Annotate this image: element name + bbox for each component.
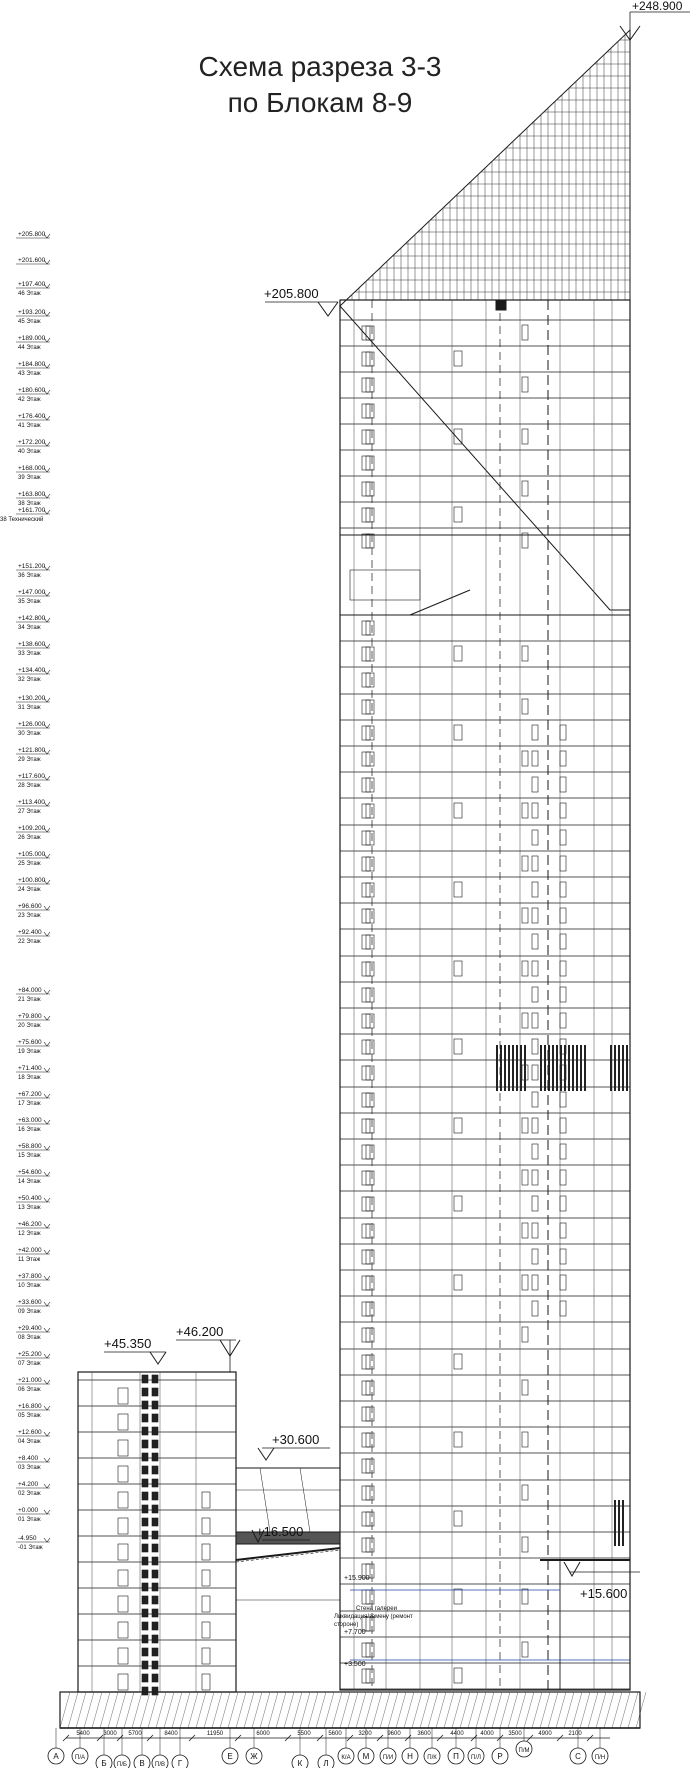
level-mark-text: +75.600	[18, 1039, 42, 1046]
level-label	[16, 1091, 50, 1107]
level-floor-text: 38 Технический	[0, 517, 44, 523]
level-mark-text: +21.000	[18, 1377, 42, 1384]
level-mark-text: +184.800	[18, 361, 46, 368]
axis-marker-label: П/Б	[117, 1762, 127, 1768]
level-mark-text: +54.600	[18, 1169, 42, 1176]
low-block	[78, 1372, 236, 1695]
level-mark-text: +37.800	[18, 1273, 42, 1280]
dimension-value: 6000	[256, 1731, 270, 1737]
level-mark-text: +168.000	[18, 465, 46, 472]
level-label	[16, 903, 50, 919]
level-floor-text: 11 Этаж	[18, 1257, 41, 1263]
level-mark-text: +42.000	[18, 1247, 42, 1254]
level-label	[16, 1351, 50, 1367]
level-label	[16, 1143, 50, 1159]
dimension-value: 8400	[164, 1731, 178, 1737]
dimension-value: 4900	[538, 1731, 552, 1737]
level-label	[16, 1507, 50, 1523]
level-floor-text: 22 Этаж	[18, 939, 41, 945]
level-label	[16, 1325, 50, 1341]
axis-marker-label: П	[453, 1752, 459, 1761]
level-floor-text: 01 Этаж	[18, 1517, 41, 1523]
level-label	[16, 773, 50, 789]
level-floor-text: 42 Этаж	[18, 397, 41, 403]
level-floor-text: 02 Этаж	[18, 1491, 41, 1497]
level-label	[16, 695, 50, 711]
level-floor-text: 08 Этаж	[18, 1335, 41, 1341]
level-mark-text: +96.600	[18, 903, 42, 910]
level-mark-text: +161.700	[18, 507, 46, 514]
axis-marker-label: В	[139, 1759, 145, 1768]
level-floor-text: -01 Этаж	[18, 1545, 43, 1551]
level-label	[16, 413, 50, 429]
dimension-value: 4000	[480, 1731, 494, 1737]
level-floor-text: 26 Этаж	[18, 835, 41, 841]
elevation-callouts	[104, 0, 690, 1668]
level-label	[16, 439, 50, 455]
level-label	[16, 257, 50, 264]
level-label	[16, 1013, 50, 1029]
level-mark-text: +189.000	[18, 335, 46, 342]
level-label	[16, 335, 50, 351]
level-mark-text: -4.950	[18, 1535, 37, 1542]
axis-marker-label: Р	[497, 1752, 503, 1761]
level-label	[16, 1481, 50, 1497]
level-mark-text: +205.800	[18, 231, 46, 238]
axis-marker-label: Е	[227, 1752, 233, 1761]
level-mark-text: +63.000	[18, 1117, 42, 1124]
level-floor-text: 43 Этаж	[18, 371, 41, 377]
level-floor-text: 12 Этаж	[18, 1231, 41, 1237]
level-floor-text: 10 Этаж	[18, 1283, 41, 1289]
axis-marker-label: П/В	[155, 1762, 165, 1768]
level-label	[16, 1039, 50, 1055]
level-mark-text: +16.800	[18, 1403, 42, 1410]
dimension-value: 11950	[206, 1731, 224, 1737]
dimension-value: 9600	[387, 1731, 401, 1737]
drawing-title-line-1: Схема разреза 3-3	[198, 51, 442, 82]
level-floor-text: 18 Этаж	[18, 1075, 41, 1081]
level-mark-text: +33.600	[18, 1299, 42, 1306]
dimension-value: 3000	[103, 1731, 117, 1737]
level-label	[16, 1455, 50, 1471]
level-floor-text: 44 Этаж	[18, 345, 41, 351]
level-mark-text: +172.200	[18, 439, 46, 446]
level-mark-text: +71.400	[18, 1065, 42, 1072]
level-mark-text: +130.200	[18, 695, 46, 702]
level-label	[16, 641, 50, 657]
level-floor-text: 38 Этаж	[18, 501, 41, 507]
level-mark-text: +180.600	[18, 387, 46, 394]
level-floor-text: 09 Этаж	[18, 1309, 41, 1315]
level-floor-text: 45 Этаж	[18, 319, 41, 325]
level-mark-text: +201.600	[18, 257, 46, 264]
axis-marker-label: П/Н	[594, 1755, 606, 1761]
level-floor-text: 39 Этаж	[18, 475, 41, 481]
level-mark-text: +58.800	[18, 1143, 42, 1150]
callout-small-3: +3.500	[344, 1661, 366, 1668]
level-label	[16, 825, 50, 841]
level-mark-text: +138.600	[18, 641, 46, 648]
note-2: Ликвидация/замену (ремонт	[334, 1614, 413, 1620]
note-3: стороне)	[334, 1622, 359, 1628]
level-label	[16, 231, 50, 238]
level-label	[16, 1299, 50, 1315]
dimension-value: 5600	[328, 1731, 342, 1737]
level-floor-text: 19 Этаж	[18, 1049, 41, 1055]
axis-marker-label: Ж	[250, 1752, 258, 1761]
tower-body	[340, 300, 630, 1690]
level-floor-text: 16 Этаж	[18, 1127, 41, 1133]
axis-marker-label: Н	[407, 1752, 413, 1761]
level-floor-text: 36 Этаж	[18, 573, 41, 579]
level-label	[16, 1195, 50, 1211]
level-label	[16, 1169, 50, 1185]
level-mark-text: +142.800	[18, 615, 46, 622]
level-label	[16, 615, 50, 631]
level-floor-text: 06 Этаж	[18, 1387, 41, 1393]
level-mark-text: +50.400	[18, 1195, 42, 1202]
axis-marker-label: К/А	[341, 1755, 351, 1761]
level-floor-text: 21 Этаж	[18, 997, 41, 1003]
level-label	[16, 1247, 50, 1263]
level-label	[16, 987, 50, 1003]
level-label	[16, 465, 50, 481]
dimension-value: 3500	[508, 1731, 522, 1737]
level-label	[16, 281, 50, 297]
level-mark-text: +134.400	[18, 667, 46, 674]
level-label	[16, 1273, 50, 1289]
level-mark-text: +92.400	[18, 929, 42, 936]
level-mark-text: +84.000	[18, 987, 42, 994]
axis-marker	[492, 1728, 508, 1764]
level-mark-text: +197.400	[18, 281, 46, 288]
level-mark-text: +117.600	[18, 773, 45, 780]
level-floor-text: 33 Этаж	[18, 651, 41, 657]
level-floor-text: 14 Этаж	[18, 1179, 41, 1185]
callout-low-b: +46.200	[176, 1324, 224, 1339]
level-mark-text: +79.800	[18, 1013, 42, 1020]
level-label	[16, 361, 50, 377]
axis-marker	[592, 1728, 608, 1764]
level-mark-text: +46.200	[18, 1221, 42, 1228]
level-label	[16, 1429, 50, 1445]
level-label	[16, 667, 50, 683]
bridge-gallery	[236, 1468, 630, 1692]
level-mark-text: +4.200	[18, 1481, 39, 1488]
level-label	[16, 491, 50, 507]
level-floor-text: 04 Этаж	[18, 1439, 41, 1445]
level-label-column	[0, 231, 50, 1551]
axis-marker-label: М	[362, 1752, 370, 1761]
axis-marker-label: П/Л	[471, 1755, 481, 1761]
axis-marker-label: К	[297, 1759, 303, 1768]
level-label	[16, 563, 50, 579]
axis-marker-label: Г	[177, 1759, 183, 1768]
callout-small-2: +7.700	[344, 1629, 366, 1636]
axis-marker	[402, 1728, 418, 1764]
axis-marker-label: С	[575, 1752, 581, 1761]
level-floor-text: 32 Этаж	[18, 677, 41, 683]
dimension-value: 2100	[568, 1731, 582, 1737]
level-floor-text: 34 Этаж	[18, 625, 41, 631]
callout-right: +15.600	[580, 1586, 628, 1601]
level-label	[16, 1221, 50, 1237]
dimension-line	[63, 1731, 610, 1741]
axis-marker	[222, 1728, 238, 1764]
level-floor-text: 07 Этаж	[18, 1361, 41, 1367]
dimension-value: 3600	[417, 1731, 431, 1737]
level-label	[16, 1535, 50, 1551]
level-floor-text: 30 Этаж	[18, 731, 41, 737]
level-label	[16, 721, 50, 737]
level-mark-text: +8.400	[18, 1455, 39, 1462]
axis-marker-label: П/А	[75, 1755, 85, 1761]
level-label	[16, 309, 50, 325]
axis-marker-label: Б	[101, 1759, 107, 1768]
level-floor-text: 15 Этаж	[18, 1153, 41, 1159]
level-floor-text: 31 Этаж	[18, 705, 41, 711]
level-label	[16, 589, 50, 605]
level-floor-text: 13 Этаж	[18, 1205, 41, 1211]
level-floor-text: 05 Этаж	[18, 1413, 41, 1419]
level-mark-text: +25.200	[18, 1351, 42, 1358]
level-mark-text: +163.800	[18, 491, 46, 498]
axis-marker-label: П/И	[382, 1755, 394, 1761]
level-mark-text: +113.400	[18, 799, 45, 806]
axis-marker-label: А	[53, 1752, 59, 1761]
level-floor-text: 28 Этаж	[18, 783, 41, 789]
level-floor-text: 46 Этаж	[18, 291, 41, 297]
callout-podium: +16.500	[256, 1524, 304, 1539]
level-label	[16, 929, 50, 945]
axis-marker-label: П/М	[518, 1748, 530, 1754]
level-label	[0, 507, 50, 523]
level-floor-text: 20 Этаж	[18, 1023, 41, 1029]
level-floor-text: 40 Этаж	[18, 449, 41, 455]
level-mark-text: +12.600	[18, 1429, 42, 1436]
level-mark-text: +105.000	[18, 851, 46, 858]
callout-top: +248.900	[632, 0, 683, 13]
level-floor-text: 24 Этаж	[18, 887, 41, 893]
note-1: Стена галереи	[356, 1606, 397, 1612]
level-label	[16, 799, 50, 815]
level-label	[16, 1377, 50, 1393]
callout-low-a: +45.350	[104, 1336, 152, 1351]
callout-roof: +205.800	[264, 286, 319, 301]
level-floor-text: 17 Этаж	[18, 1101, 41, 1107]
dimension-value: 5700	[128, 1731, 142, 1737]
axis-marker-label: П/К	[427, 1755, 437, 1761]
level-mark-text: +147.000	[18, 589, 46, 596]
level-floor-text: 25 Этаж	[18, 861, 41, 867]
level-floor-text: 29 Этаж	[18, 757, 41, 763]
foundation	[60, 1692, 646, 1728]
callout-bridge: +30.600	[272, 1432, 320, 1447]
level-mark-text: +0.000	[18, 1507, 39, 1514]
level-floor-text: 35 Этаж	[18, 599, 41, 605]
level-label	[16, 387, 50, 403]
dimension-value: 5500	[297, 1731, 311, 1737]
level-mark-text: +121.800	[18, 747, 46, 754]
level-mark-text: +151.200	[18, 563, 46, 570]
level-mark-text: +109.200	[18, 825, 46, 832]
level-mark-text: +176.400	[18, 413, 46, 420]
level-floor-text: 27 Этаж	[18, 809, 41, 815]
level-mark-text: +29.400	[18, 1325, 42, 1332]
callout-small-1: +15.900	[344, 1575, 370, 1582]
axis-marker-label: Л	[323, 1759, 329, 1768]
axis-marker	[48, 1728, 64, 1764]
level-label	[16, 851, 50, 867]
level-mark-text: +67.200	[18, 1091, 42, 1098]
level-label	[16, 1403, 50, 1419]
level-mark-text: +100.800	[18, 877, 46, 884]
level-floor-text: 41 Этаж	[18, 423, 41, 429]
level-label	[16, 877, 50, 893]
level-label	[16, 1065, 50, 1081]
level-mark-text: +126.000	[18, 721, 46, 728]
level-floor-text: 03 Этаж	[18, 1465, 41, 1471]
level-floor-text: 23 Этаж	[18, 913, 41, 919]
dimension-value: 3200	[358, 1731, 372, 1737]
dimension-value: 4400	[450, 1731, 464, 1737]
level-label	[16, 1117, 50, 1133]
drawing-title-line-2: по Блокам 8-9	[227, 87, 413, 118]
level-label	[16, 747, 50, 763]
level-mark-text: +193.200	[18, 309, 46, 316]
dimension-value: 5400	[76, 1731, 90, 1737]
